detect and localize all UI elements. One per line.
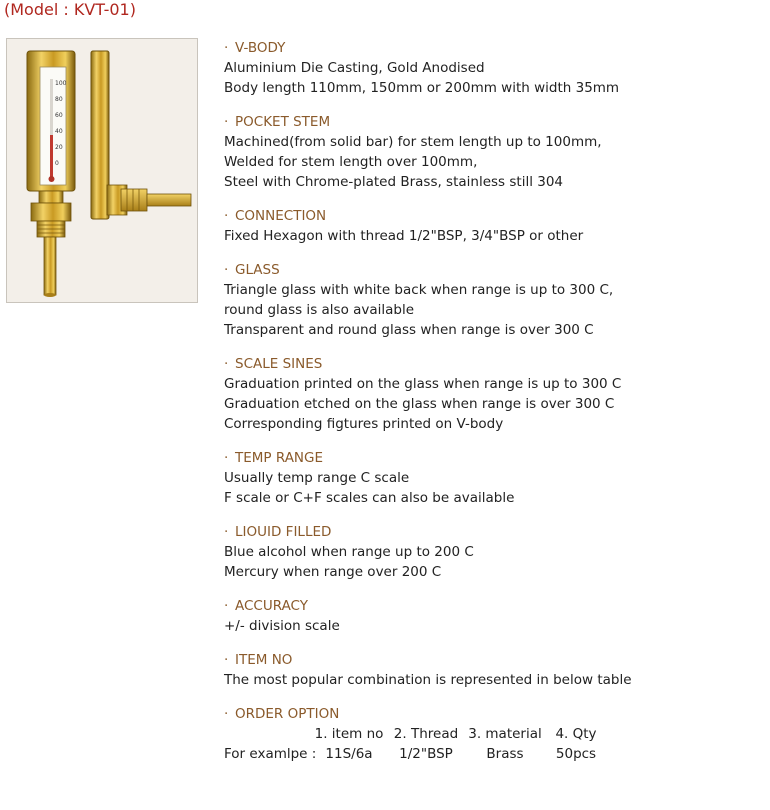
spec-line: +/- division scale bbox=[224, 618, 340, 634]
table-cell: 1/2"BSP bbox=[399, 746, 453, 762]
spec-section-temp-range bbox=[224, 448, 764, 508]
scale-label: 20 bbox=[55, 144, 63, 151]
heading-text: SCALE SINES bbox=[235, 356, 323, 372]
heading-text: V-BODY bbox=[235, 40, 286, 56]
heading-text: POCKET STEM bbox=[235, 114, 331, 130]
scale-label: 60 bbox=[55, 112, 63, 119]
section-heading bbox=[224, 206, 764, 226]
spec-line: Mercury when range over 200 C bbox=[224, 564, 442, 580]
heading-text: ORDER OPTION bbox=[235, 706, 340, 722]
scale-label: 80 bbox=[55, 96, 63, 103]
spec-line: Transparent and round glass when range is over 300 C bbox=[224, 322, 594, 338]
spec-line: The most popular combination is represented in below table bbox=[224, 672, 632, 688]
spec-line: Blue alcohol when range up to 200 C bbox=[224, 544, 474, 560]
spec-line: Triangle glass with white back when range is up to 300 C, bbox=[224, 282, 614, 298]
spec-line: Machined(from solid bar) for stem length up to 100mm, bbox=[224, 134, 602, 150]
bullet-icon: · bbox=[224, 706, 229, 722]
spec-line: Steel with Chrome-plated Brass, stainless still 304 bbox=[224, 174, 564, 190]
spec-section-connection bbox=[224, 206, 764, 246]
heading-text: LIOUID FILLED bbox=[235, 524, 332, 540]
spec-section-v-body bbox=[224, 38, 764, 98]
table-header: 4. Qty bbox=[555, 726, 597, 742]
section-heading bbox=[224, 448, 764, 468]
bullet-icon: · bbox=[224, 598, 229, 614]
example-label: For examlpe : bbox=[224, 746, 317, 762]
model-title: (Model : KVT-01) bbox=[4, 0, 136, 19]
spec-line: round glass is also available bbox=[224, 302, 415, 318]
section-heading bbox=[224, 112, 764, 132]
spec-section-glass bbox=[224, 260, 764, 340]
spec-line: Corresponding figtures printed on V-body bbox=[224, 416, 504, 432]
bullet-icon: · bbox=[224, 40, 229, 56]
spec-section-accuracy bbox=[224, 596, 764, 636]
spec-line: Graduation printed on the glass when range is up to 300 C bbox=[224, 376, 622, 392]
scale-label: 40 bbox=[55, 128, 63, 135]
heading-text: CONNECTION bbox=[235, 208, 327, 224]
heading-text: ITEM NO bbox=[235, 652, 293, 668]
spec-line: Fixed Hexagon with thread 1/2"BSP, 3/4"BSP or other bbox=[224, 228, 584, 244]
bullet-icon: · bbox=[224, 262, 229, 278]
table-cell: Brass bbox=[486, 746, 524, 762]
spec-section-scale-sines bbox=[224, 354, 764, 434]
section-heading bbox=[224, 38, 764, 58]
heading-text: GLASS bbox=[235, 262, 280, 278]
product-photo bbox=[6, 38, 198, 303]
table-cell-empty bbox=[224, 724, 310, 744]
bullet-icon: · bbox=[224, 356, 229, 372]
bullet-icon: · bbox=[224, 652, 229, 668]
spec-line: F scale or C+F scales can also be available bbox=[224, 490, 515, 506]
spec-section-pocket-stem bbox=[224, 112, 764, 192]
spec-line: Aluminium Die Casting, Gold Anodised bbox=[224, 60, 485, 76]
section-heading bbox=[224, 260, 764, 280]
table-header: 1. item no bbox=[314, 726, 384, 742]
section-heading bbox=[224, 522, 764, 542]
spec-line: Usually temp range C scale bbox=[224, 470, 410, 486]
section-heading bbox=[224, 354, 764, 374]
bullet-icon: · bbox=[224, 114, 229, 130]
bullet-icon: · bbox=[224, 450, 229, 466]
spec-section-liquid-filled bbox=[224, 522, 764, 582]
section-heading bbox=[224, 596, 764, 616]
heading-text: TEMP RANGE bbox=[235, 450, 324, 466]
table-cell: 11S/6a bbox=[325, 746, 373, 762]
table-cell: 50pcs bbox=[555, 746, 597, 762]
spec-section-order-option bbox=[224, 704, 764, 764]
scale-label: 0 bbox=[55, 160, 59, 167]
thermometer-illustration bbox=[7, 39, 199, 304]
spec-line: Body length 110mm, 150mm or 200mm with width 35mm bbox=[224, 80, 620, 96]
order-option-table bbox=[224, 724, 764, 764]
section-heading bbox=[224, 650, 764, 670]
bullet-icon: · bbox=[224, 524, 229, 540]
scale-label: 100 bbox=[55, 80, 67, 87]
specifications-list bbox=[224, 38, 764, 778]
table-header: 3. material bbox=[468, 726, 542, 742]
spec-line: Graduation etched on the glass when range is over 300 C bbox=[224, 396, 615, 412]
spec-line: Welded for stem length over 100mm, bbox=[224, 154, 478, 170]
heading-text: ACCURACY bbox=[235, 598, 308, 614]
table-header: 2. Thread bbox=[393, 726, 459, 742]
section-heading bbox=[224, 704, 764, 724]
bullet-icon: · bbox=[224, 208, 229, 224]
spec-section-item-no bbox=[224, 650, 764, 690]
